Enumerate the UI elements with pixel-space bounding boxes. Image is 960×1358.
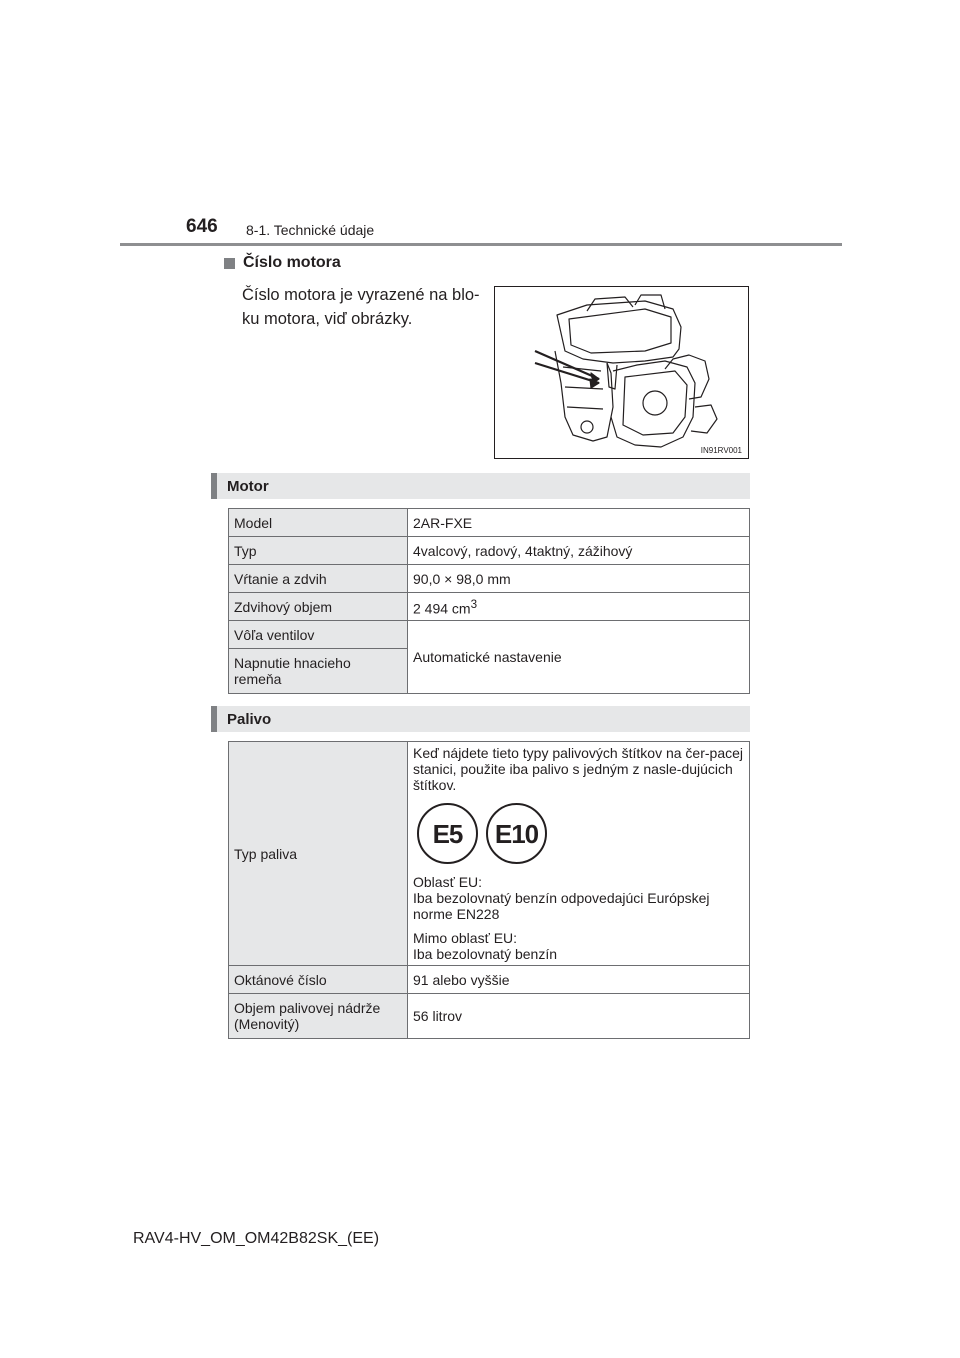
displacement-value: 2 494 cm xyxy=(413,600,471,617)
document-code: RAV4-HV_OM_OM42B82SK_(EE) xyxy=(133,1230,380,1247)
eu-region-text: Iba bezolovnatý benzín odpovedajúci Európskej norme EN228 xyxy=(413,890,710,922)
engine-number-heading xyxy=(224,254,341,272)
spec-value: 4valcový, radový, 4taktný, zážihový xyxy=(408,537,750,565)
motor-section-title: Motor xyxy=(227,478,269,495)
motor-spec-table xyxy=(228,508,750,694)
motor-section-header xyxy=(211,473,750,499)
figure-code: IN91RV001 xyxy=(700,446,742,455)
cubic-superscript: 3 xyxy=(470,597,478,611)
spec-key: Typ xyxy=(229,537,408,565)
square-bullet-icon xyxy=(224,258,235,269)
fuel-type-intro: Keď nájdete tieto typy palivových štítkov na čer-pacej stanici, použite iba palivo s jedným z nasle-dujúcich štítkov. xyxy=(413,745,743,793)
spec-value xyxy=(408,593,750,621)
non-eu-region-text: Iba bezolovnatý benzín xyxy=(413,946,557,962)
spec-key: Objem palivovej nádrže (Menovitý) xyxy=(229,994,408,1039)
fuel-spec-table xyxy=(228,741,750,1039)
spec-value: 90,0 × 98,0 mm xyxy=(408,565,750,593)
fuel-section-header xyxy=(211,706,750,732)
spec-value: 91 alebo vyššie xyxy=(408,966,750,994)
header-divider xyxy=(120,243,842,246)
table-row xyxy=(229,966,750,994)
spec-value: 56 litrov xyxy=(408,994,750,1039)
table-row xyxy=(229,565,750,593)
engine-illustration xyxy=(494,286,749,459)
page-number: 646 xyxy=(186,216,218,237)
table-row xyxy=(229,621,750,649)
fuel-type-value xyxy=(408,742,750,966)
spec-key: Vôľa ventilov xyxy=(229,621,408,649)
fuel-section-title: Palivo xyxy=(227,711,272,728)
non-eu-region-title: Mimo oblasť EU: xyxy=(413,930,518,946)
spec-key: Oktánové číslo xyxy=(229,966,408,994)
table-row xyxy=(229,537,750,565)
spec-value: 2AR-FXE xyxy=(408,509,750,537)
table-row xyxy=(229,593,750,621)
section-title: 8-1. Technické údaje xyxy=(246,222,375,238)
eu-region-title: Oblasť EU: xyxy=(413,874,483,890)
spec-key: Typ paliva xyxy=(229,742,408,966)
fuel-labels xyxy=(417,803,744,864)
table-row xyxy=(229,742,750,966)
fuel-label-e5-icon: E5 xyxy=(417,803,478,864)
spec-key: Napnutie hnacieho remeňa xyxy=(229,649,408,694)
table-row xyxy=(229,509,750,537)
spec-value: Automatické nastavenie xyxy=(408,621,750,694)
fuel-label-e10-icon: E10 xyxy=(486,803,547,864)
engine-number-heading-text: Číslo motora xyxy=(243,254,341,271)
table-row xyxy=(229,994,750,1039)
engine-drawing-icon xyxy=(495,287,748,458)
engine-number-description: Číslo motora je vyrazené na blo-ku motora, viď obrázky. xyxy=(242,286,480,328)
spec-key: Zdvihový objem xyxy=(229,593,408,621)
spec-key: Vŕtanie a zdvih xyxy=(229,565,408,593)
spec-key: Model xyxy=(229,509,408,537)
